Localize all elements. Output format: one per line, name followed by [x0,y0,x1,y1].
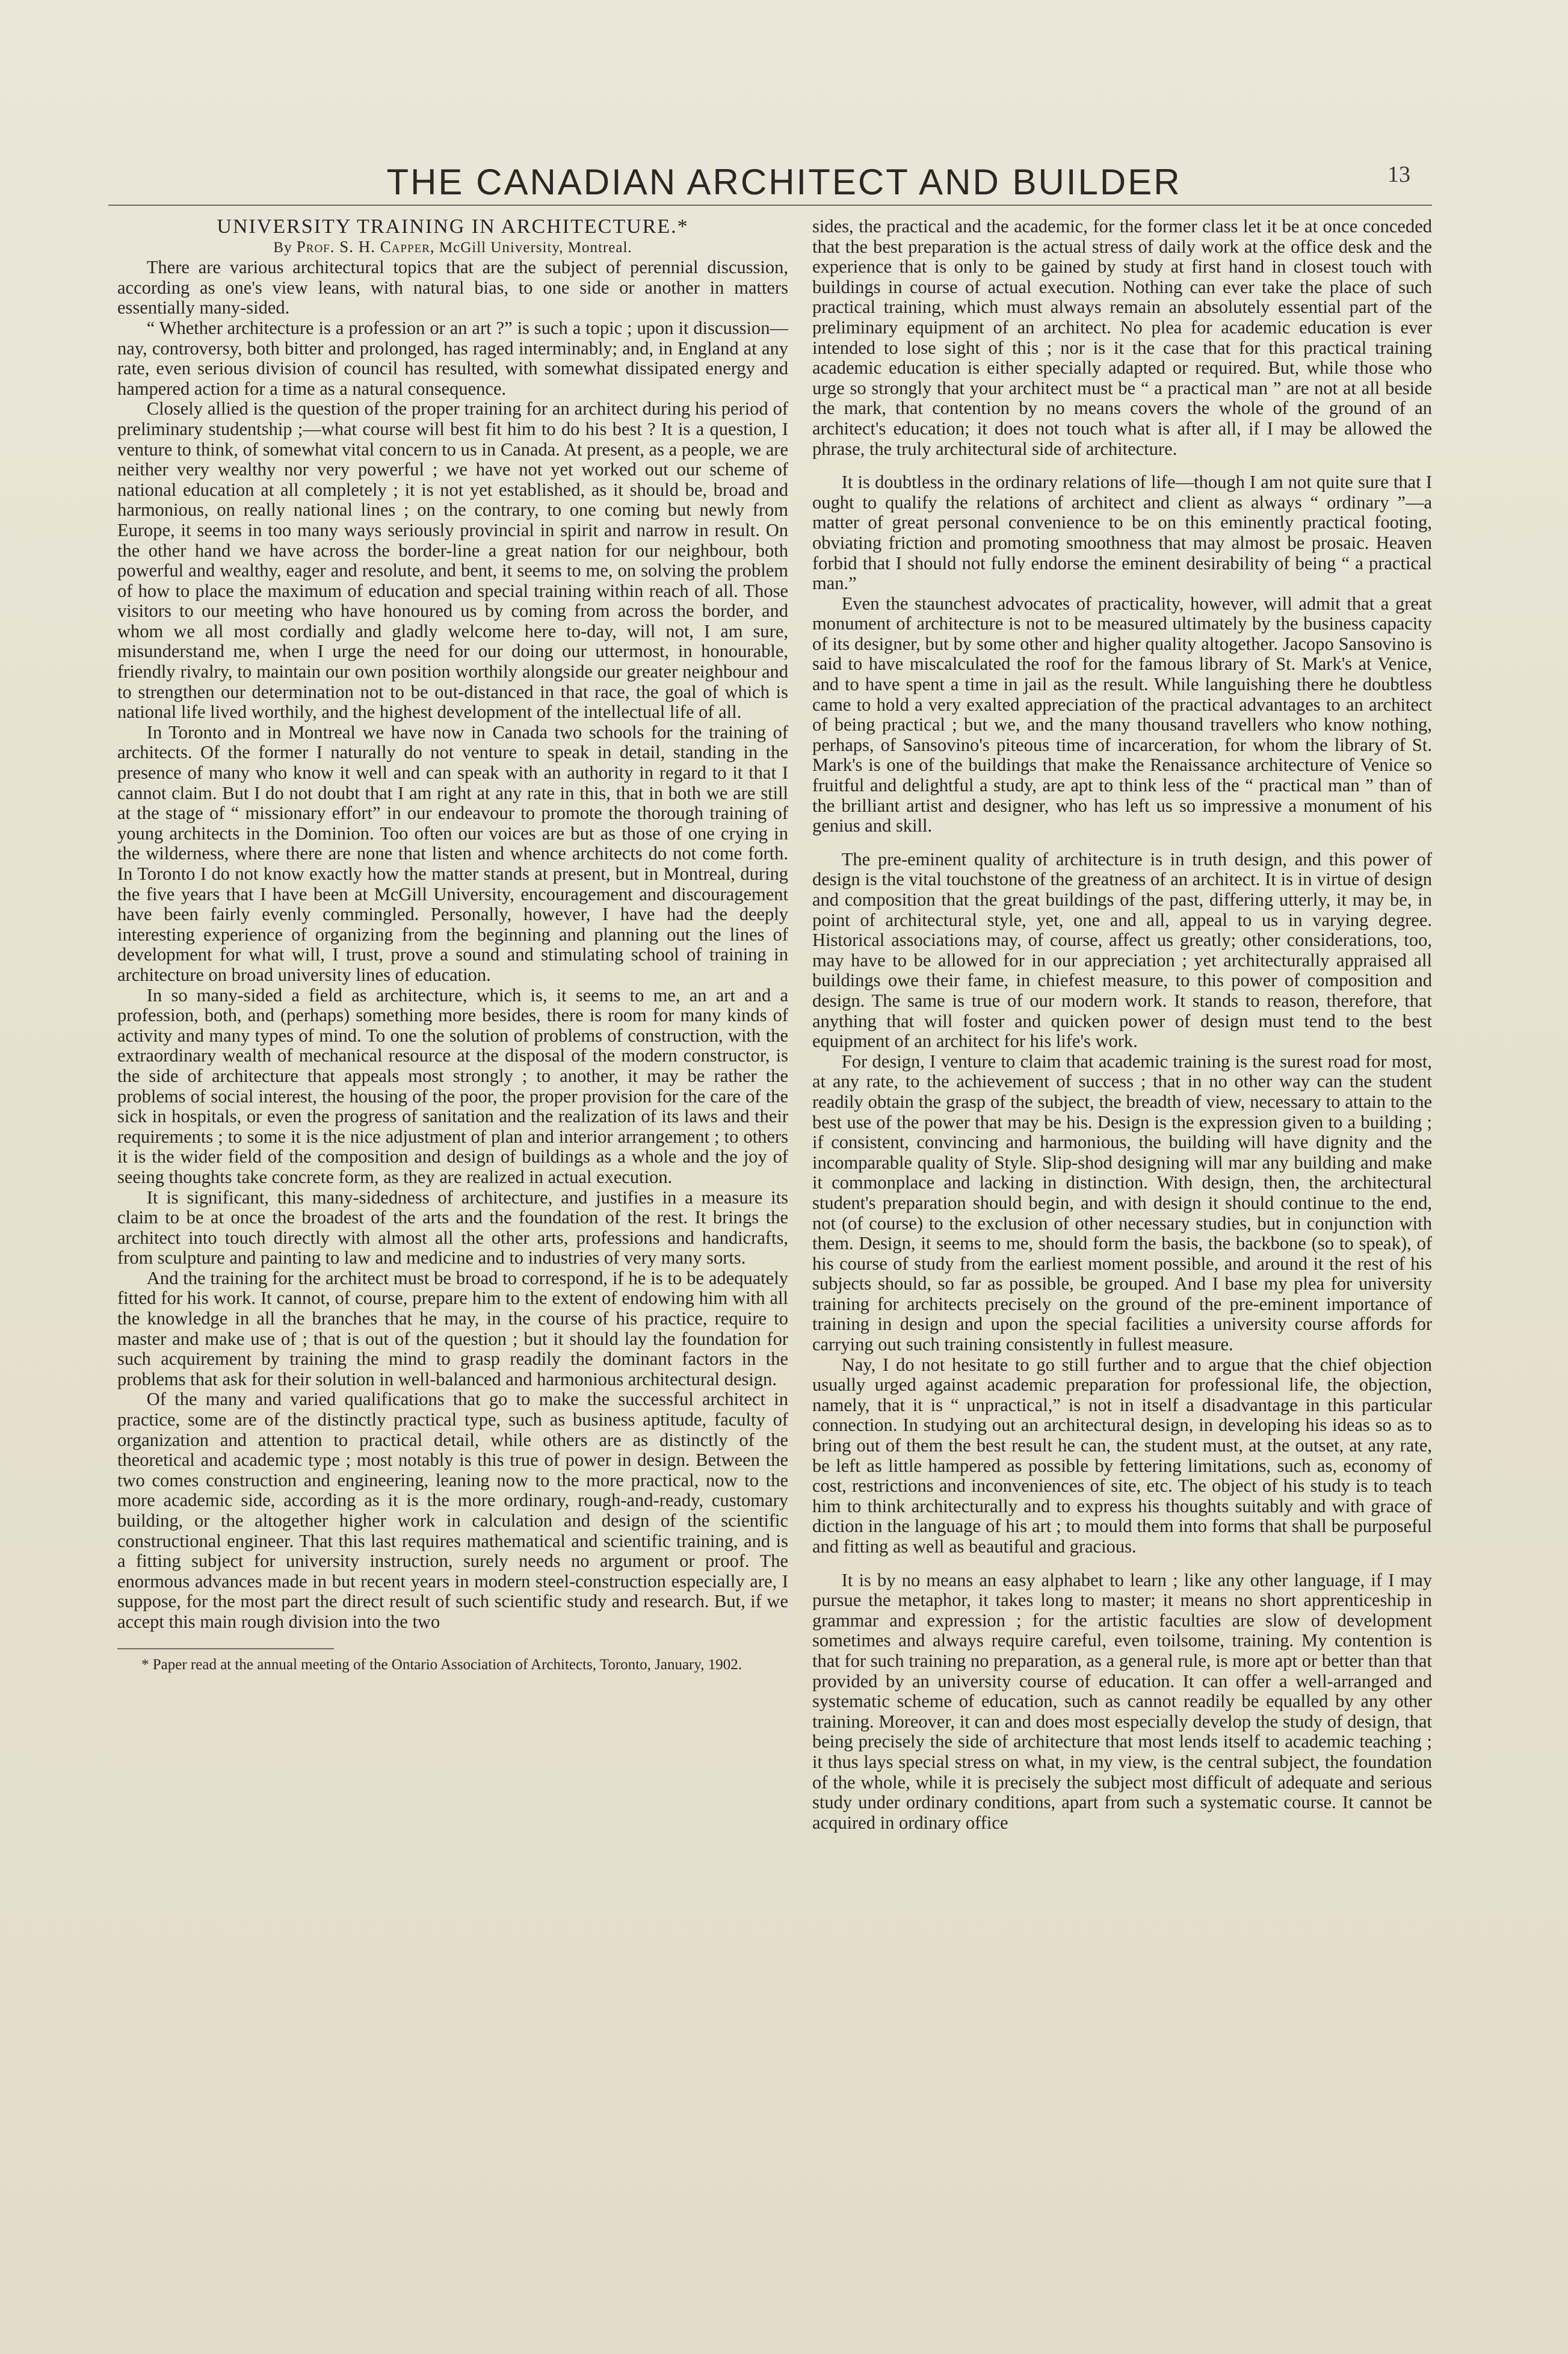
left-paragraph: Closely allied is the question of the proper training for an architect during his period of preliminary studentship ;—what course will best fit him to do his best ? It is a question, I venture to think, of somewhat vital concern to us in Canada. At present, as a people, we are neither very wealthy nor very powerful ; we have not yet worked out our scheme of national education at all completely ; it is not yet established, as it should be, broad and harmonious, on really national lines ; on the contrary, to one coming but newly from Europe, it seems in too many ways seriously provincial in spirit and narrow in result. On the other hand we have across the border-line a great nation for our neighbour, both powerful and wealthy, eager and resolute, and bent, it seems to me, on solving the problem of how to place the maximum of education and special training within reach of all. Those visitors to our meeting who have honoured us by coming from across the border, and whom we all most cordially and gladly welcome here to-day, will not, I am sure, misunderstand me, when I urge the need for our doing our uttermost, in honourable, friendly rivalry, to maintain our own position worthily alongside our greater neighbour and to strengthen our determination not to be out-distanced in that race, the goal of which is national life lived worthily, and the highest development of the intellectual life of all. [117,398,788,723]
left-paragraph: It is significant, this many-sidedness of architecture, and justifies in a measure its claim to be at once the broadest of the arts and the foundation of the rest. It brings the architect into touch directly with almost all the other arts, professions and handicrafts, from sculpture and painting to law and medicine and to industries of very many sorts. [117,1187,788,1268]
right-paragraph: Nay, I do not hesitate to go still further and to argue that the chief objection usually urged against academic preparation for professional life, the objection, namely, that it is “ unpractical,” is not in itself a disadvantage in this particular connection. In studying out an architectural design, in developing his ideas so as to bring out of them the best result he can, the student must, at the outset, at any rate, be left as little hampered as possible by fettering limitations, such as, economy of cost, restrictions and inconveniences of site, etc. The object of his study is to teach him to think architecturally and to express his thoughts suitably and with grace of diction in the language of his art ; to mould them into forms that shall be purposeful and fitting as well as beautiful and gracious. [812,1354,1432,1557]
right-paragraph: For design, I venture to claim that academic training is the surest road for most, at any rate, to the achievement of success ; that in no other way can the student readily obtain the grasp of the subject, the breadth of view, necessary to attain to the best use of the power that may be his. Design is the expression given to a building ; if consistent, convincing and harmonious, the building will have dignity and the incomparable quality of Style. Slip-shod designing will mar any building and make it commonplace and lacking in distinction. With design, then, the architectural student's preparation should begin, and with design it should continue to the end, not (of course) to the exclusion of other necessary studies, but in conjunction with them. Design, it seems to me, should form the basis, the backbone (so to speak), of his course of study from the earliest moment possible, and around it the rest of his subjects should, so far as possible, be grouped. And I base my plea for university training for architects precisely on the ground of the pre-eminent importance of training in design and upon the special facilities a university course affords for carrying out such training consistently in fullest measure. [812,1051,1432,1355]
left-column [117,217,788,1673]
left-paragraph: Of the many and varied qualifications that go to make the successful architect in practice, some are of the distinctly practical type, such as business aptitude, faculty of organization and attention to practical detail, while others are as distinctly of the theoretical and academic type ; most notably is this true of power in design. Between the two comes construction and engineering, leaning now to the more practical, now to the more academic side, according as it is the more ordinary, rough-and-ready, customary building, or the altogether higher work in calculation and design of the scientific constructional engineer. That this last requires mathematical and scientific training, and is a fitting subject for university instruction, surely needs no argument or proof. The enormous advances made in but recent years in modern steel-construction especially are, I suppose, for the most part the direct result of such scientific study and research. But, if we accept this main rough division into the two [117,1389,788,1632]
right-paragraph: sides, the practical and the academic, for the former class let it be at once conceded that the best preparation is the actual stress of daily work at the office desk and the experience that is only to be gained by study at first hand in closest touch with buildings in course of actual execution. Nothing can ever take the place of such practical training, which must always remain an absolutely essential part of the preliminary equipment of an architect. No plea for academic education is ever intended to lose sight of this ; nor is it the case that for this practical training academic education is either specially adapted or required. But, while those who urge so strongly that your architect must be “ a practical man ” are not at all beside the mark, that contention by no means covers the whole of the ground of an architect's education; it does not touch what is after all, if I may be allowed the phrase, the truly architectural side of architecture. [812,216,1432,459]
left-paragraph: In Toronto and in Montreal we have now in Canada two schools for the training of architects. Of the former I naturally do not venture to speak in detail, standing in the presence of many who know it well and can speak with an authority in regard to it that I cannot claim. But I do not doubt that I am right at any rate in this, that in both we are still at the stage of “ missionary effort” in our endeavour to promote the thorough training of young architects in the Dominion. Too often our voices are but as those of one crying in the wilderness, where there are none that listen and whence architects do not come forth. In Toronto I do not know exactly how the matter stands at present, but in Montreal, during the five years that I have been at McGill University, encouragement and discouragement have been fairly evenly commingled. Personally, however, I have had the deeply interesting experience of organizing from the beginning and planning out the lines of development for what will, I trust, prove a sound and stimulating school of training in architecture on broad university lines of education. [117,721,788,985]
left-paragraph: And the training for the architect must be broad to correspond, if he is to be adequately fitted for his work. It cannot, of course, prepare him to the extent of endowing him with all the knowledge in all the branches that he may, in the course of his practice, require to master and make use of ; that is out of the question ; but it should lay the foundation for such acquirement by training the mind to grasp readily the dominant factors in the problems that ask for their solution in well-balanced and harmonious architectural design. [117,1267,788,1389]
left-paragraph: “ Whether architecture is a profession or an art ?” is such a topic ; upon it discussion—nay, controversy, both bitter and prolonged, has raged interminably; and, in England at any rate, even serious division of council has resulted, with somewhat dissipated energy and hampered action for a time as a natural consequence. [117,317,788,399]
masthead-rule [108,205,1432,206]
right-paragraph: It is by no means an easy alphabet to learn ; like any other language, if I may pursue the metaphor, it takes long to master; it means no short apprenticeship in grammar and expression ; for the artistic faculties are slow of development sometimes and always require careful, even toilsome, training. My contention is that for such training no preparation, as a general rule, is more apt or better than that provided by an university course of education. It can offer a well-arranged and systematic scheme of education, such as cannot readily be equalled by any other training. Moreover, it can and does most especially develop the study of design, that being precisely the side of architecture that most lends itself to academic teaching ; it thus lays special stress on what, in my view, is the central subject, the foundation of the whole, while it is precisely the subject most difficult of adequate and serious study under ordinary conditions, apart from such a systematic course. It cannot be acquired in ordinary office [812,1569,1432,1833]
right-paragraph: Even the staunchest advocates of practicality, however, will admit that a great monument of architecture is not to be measured ultimately by the business capacity of its designer, but by some other and higher quality altogether. Jacopo Sansovino is said to have miscalculated the roof for the famous library of St. Mark's at Venice, and to have spent a time in jail as the result. While languishing there he doubtless came to hold a very exalted appreciation of the practical advantages to an architect of being practical ; but we, and the many thousand travellers who know nothing, perhaps, of Sansovino's piteous time of incarceration, for whom the library of St. Mark's is one of the buildings that make the Renaissance architecture of Venice so fruitful and delightful a study, are apt to think less of the “ practical man ” than of the brilliant artist and designer, who has left us so impressive a monument of his genius and skill. [812,593,1432,836]
byline-prefix: By [273,239,292,256]
author-name: Prof. S. H. Capper, [296,237,435,256]
footnote-rule [117,1648,334,1649]
author-affiliation: McGill University, Montreal. [439,239,632,256]
left-paragraph: There are various architectural topics that are the subject of perennial discussion, according as one's view leans, with natural bias, to one side or another in matters essentially many-sided. [117,257,788,318]
byline [117,237,788,258]
article-title: UNIVERSITY TRAINING IN ARCHITECTURE.* [217,215,689,238]
right-paragraph: The pre-eminent quality of architecture is in truth design, and this power of design is the vital touchstone of the greatness of an architect. It is in virtue of design and composition that the great buildings of the past, differing utterly, it may be, in point of architectural style, yet, one and all, appeal to us in varying degree. Historical associations may, of course, affect us greatly; other considerations, too, may have to be allowed for in our appreciation ; yet architecturally appraised all buildings owe their fame, in chiefest measure, to this power of composition and design. The same is true of our modern work. It stands to reason, therefore, that anything that will foster and quicken power of design must tend to the best equipment of an architect for his life's work. [812,848,1432,1052]
footnote: * Paper read at the annual meeting of the Ontario Association of Architects, Toronto, January, 1902. [141,1656,742,1673]
left-paragraph: In so many-sided a field as architecture, which is, it seems to me, an art and a profession, both, and (perhaps) something more besides, there is room for many kinds of activity and many types of mind. To one the solution of problems of construction, with the extraordinary wealth of mechanical resource at the disposal of the modern constructor, is the side of architecture that appeals most strongly ; to another, it may be rather the problems of social interest, the housing of the poor, the proper provision for the care of the sick in hospitals, or even the progress of sanitation and the realization of its laws and their requirements ; to some it is the nice adjustment of plan and interior arrangement ; to others it is the wider field of the composition and design of buildings as a whole and the joy of seeing thoughts take concrete form, as they are realized in actual execution. [117,984,788,1187]
masthead-title: THE CANADIAN ARCHITECT AND BUILDER [386,162,1182,202]
right-paragraph: It is doubtless in the ordinary relations of life—though I am not quite sure that I ought to qualify the relations of architect and client as always “ ordinary ”—a matter of great personal convenience to be on this eminently practical footing, obviating friction and promoting smoothness that may almost be prosaic. Heaven forbid that I should not fully endorse the eminent desirability of being “ a practical man.” [812,472,1432,594]
right-column [812,217,1432,1833]
page-number: 13 [1387,162,1410,187]
